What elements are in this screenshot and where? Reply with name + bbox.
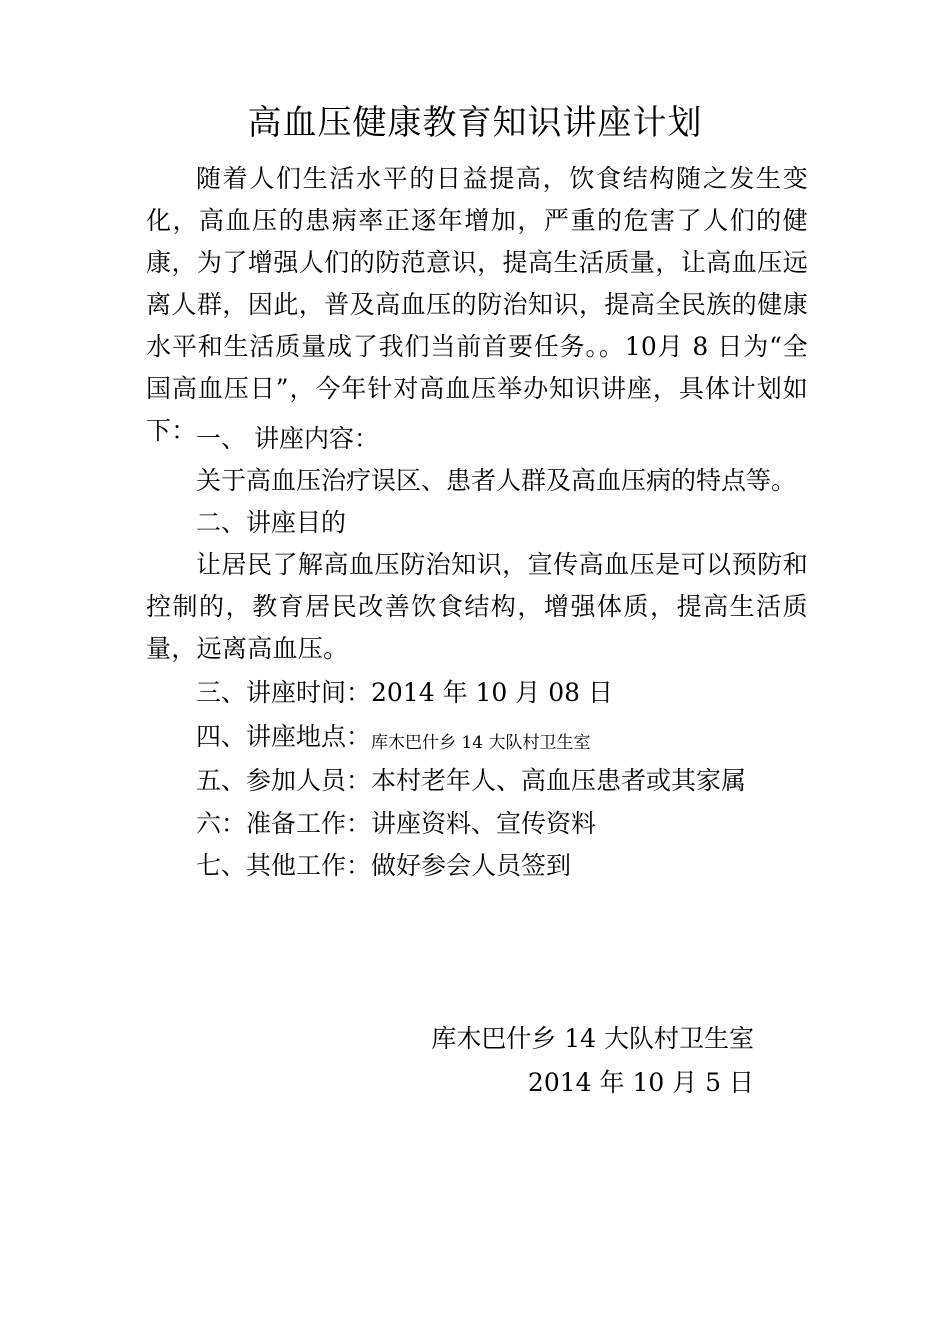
intro-paragraph: 随着人们生活水平的日益提高，饮食结构随之发生变化，高血压的患病率正逐年增加，严重的危害了人们的健康，为了增强人们的防范意识，提高生活质量，让高血压远离人群，因此，普及高血压的防治知识，提高全民族的健康水平和生活质量成了我们当前首要任务。。10月 8 日为“全国高血压日”，今年针对高血压举办知识讲座，具体计划如下：: [146, 164, 808, 445]
section-2-heading: 二、讲座目的: [196, 508, 347, 537]
section-4-label: 四、讲座地点：: [196, 722, 372, 751]
document-title: 高血压健康教育知识讲座计划: [247, 103, 703, 143]
signature-organization: 库木巴什乡 14 大队村卫生室: [431, 1024, 754, 1053]
section-3-lecture-time: 三、讲座时间：2014 年 10 月 08 日: [196, 678, 613, 707]
section-6-preparation: 六：准备工作：讲座资料、宣传资料: [196, 809, 597, 838]
section-4-lecture-location: [196, 716, 590, 764]
section-1-body: 关于高血压治疗误区、患者人群及高血压病的特点等。: [196, 466, 797, 495]
section-4-value: 库木巴什乡 14 大队村卫生室: [371, 733, 591, 753]
signature-date: 2014 年 10 月 5 日: [527, 1068, 754, 1097]
section-5-participants: 五、参加人员：本村老年人、高血压患者或其家属: [196, 766, 747, 795]
section-2-body: 让居民了解高血压防治知识，宣传高血压是可以预防和控制的，教育居民改善饮食结构，增强体质，提高生活质量，远离高血压。: [146, 550, 808, 663]
section-1-heading: 一、 讲座内容：: [196, 424, 379, 453]
section-7-other-work: 七、其他工作：做好参会人员签到: [196, 851, 572, 880]
